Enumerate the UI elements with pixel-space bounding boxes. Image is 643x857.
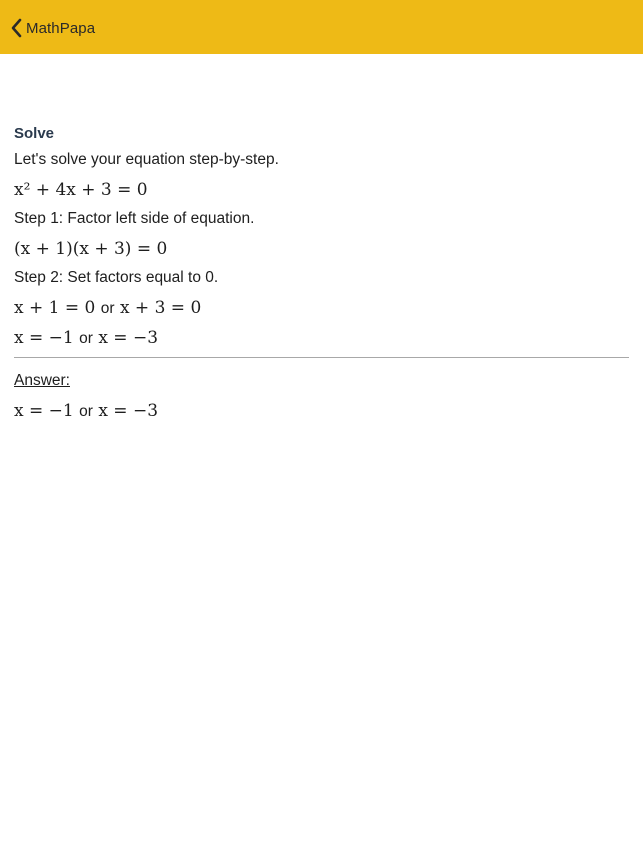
answer-solution-a: x = −1 [14,401,74,421]
step2-factors [14,297,629,319]
chevron-left-icon [10,18,24,38]
step1-text: Step 1: Factor left side of equation. [14,210,255,227]
navigation-bar [0,0,643,54]
divider [14,357,629,358]
step1-result [14,238,629,260]
equation-expression: x² + 4x + 3 = 0 [14,180,148,200]
or-word: or [100,300,115,317]
solution-b: x = −3 [98,328,159,348]
factored-expression: (x + 1)(x + 3) = 0 [14,239,168,259]
answer-solutions [14,400,629,422]
solution-content [14,124,629,430]
answer-solution-b: x = −3 [98,401,159,421]
step2-solutions [14,327,629,349]
or-word: or [79,403,93,420]
intro-text: Let's solve your equation step-by-step. [14,151,279,168]
back-button-label: MathPapa [26,19,96,37]
answer-label: Answer: [14,372,70,389]
step2-text: Step 2: Set factors equal to 0. [14,269,219,286]
factor-equation-b: x + 3 = 0 [119,298,202,318]
solution-a: x = −1 [14,328,74,348]
or-word: or [79,330,93,347]
equation [14,179,629,201]
factor-equation-a: x + 1 = 0 [14,298,96,318]
solve-heading: Solve [14,125,55,142]
back-button[interactable] [10,18,95,38]
